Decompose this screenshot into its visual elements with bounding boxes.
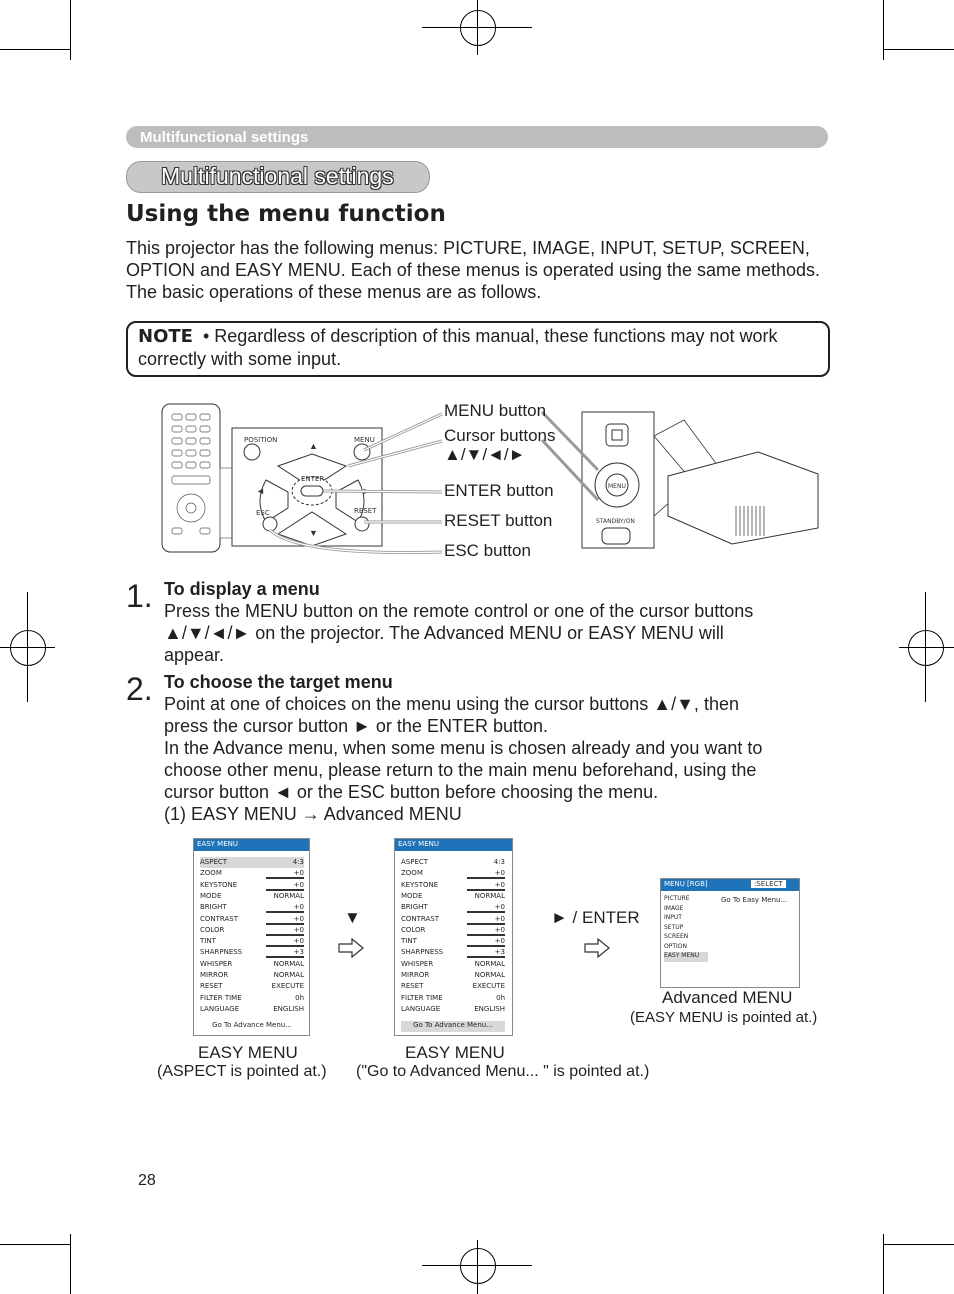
crop-mark — [883, 1234, 884, 1294]
easy-menu-row-value: +0 — [494, 925, 505, 934]
svg-text:▲: ▲ — [309, 441, 318, 451]
easy-menu-row-label: CONTRAST — [401, 914, 439, 923]
svg-text:►: ► — [362, 486, 371, 496]
easy-menu-row-label: ZOOM — [401, 869, 423, 878]
step-2-line: Point at one of choices on the menu using the cursor buttons ▲/▼, then — [164, 694, 739, 714]
easy-menu-row — [401, 880, 505, 891]
caption-easy-menu-2-note: ("Go to Advanced Menu... " is pointed at.) — [356, 1063, 650, 1080]
easy-menu-row — [200, 981, 304, 992]
easy-menu-row — [401, 902, 505, 913]
advanced-menu-item: OPTION — [664, 942, 687, 950]
crop-mark — [0, 1244, 70, 1245]
easy-menu-row — [401, 868, 505, 879]
projector-menu-label: MENU — [608, 483, 626, 490]
advanced-menu-list — [664, 895, 708, 962]
step-1-title: To display a menu — [164, 579, 320, 599]
easy-menu-row-label: MIRROR — [401, 971, 430, 979]
easy-menu-screenshot — [193, 838, 310, 1036]
go-to-advance-menu: Go To Advance Menu... — [401, 1021, 505, 1032]
easy-menu-row-label: ASPECT — [401, 858, 429, 866]
easy-menu-row-value: 0h — [496, 993, 505, 1002]
easy-menu-row-label: COLOR — [401, 925, 426, 934]
advanced-menu-item: PICTURE — [664, 895, 690, 902]
reset-key-label: RESET — [354, 507, 377, 515]
easy-menu-row — [401, 1004, 505, 1015]
easy-menu-row-value: NORMAL — [273, 971, 304, 979]
section-header-bar — [126, 126, 828, 148]
section-header-label: Multifunctional settings — [140, 129, 309, 146]
cursor-arrows-callout: ▲/▼/◄/► — [444, 445, 526, 464]
caption-advanced-menu: Advanced MENU — [662, 988, 793, 1007]
easy-menu-row-label: LANGUAGE — [401, 1004, 441, 1013]
esc-key-label: ESC — [256, 509, 270, 517]
step-1-line: ▲/▼/◄/► on the projector. The Advanced MENU or EASY MENU will — [164, 623, 724, 643]
crop-mark — [422, 1265, 532, 1266]
easy-menu-row-label: FILTER TIME — [401, 993, 443, 1002]
easy-menu-row-label: KEYSTONE — [401, 880, 439, 889]
next-arrow-icon — [584, 938, 610, 958]
select-hint: :SELECT — [751, 880, 786, 888]
easy-menu-row — [200, 902, 304, 913]
easy-menu-row — [200, 857, 304, 868]
easy-menu-row-value: NORMAL — [273, 959, 304, 968]
easy-menu-row-label: WHISPER — [200, 959, 233, 968]
easy-menu-row-value: ENGLISH — [474, 1004, 505, 1013]
step-2-line: press the cursor button ► or the ENTER button. — [164, 716, 548, 736]
easy-menu-row — [200, 1004, 304, 1015]
easy-menu-row-label: ASPECT — [200, 858, 228, 866]
easy-menu-row-value: +3 — [494, 948, 505, 957]
note-box — [126, 321, 830, 377]
advanced-menu-item: INPUT — [664, 914, 682, 921]
easy-menu-row — [401, 857, 505, 868]
easy-menu-row-value: EXECUTE — [472, 982, 505, 991]
easy-menu-row — [401, 993, 505, 1004]
crop-mark — [27, 592, 28, 702]
crop-mark — [883, 0, 884, 60]
page-number: 28 — [138, 1172, 156, 1189]
easy-menu-row-value: +0 — [293, 880, 304, 889]
easy-menu-row — [401, 891, 505, 902]
advanced-menu-item: SCREEN — [664, 933, 689, 940]
step-1-line: appear. — [164, 645, 225, 665]
menu-button-callout: MENU button — [444, 401, 547, 420]
easy-menu-row-label: RESET — [401, 982, 424, 991]
crop-mark — [883, 49, 954, 50]
easy-menu-row-value: NORMAL — [474, 971, 505, 979]
page-heading: Using the menu function — [126, 201, 446, 227]
right-enter-label: ► / ENTER — [551, 908, 640, 927]
step-2-number: 2. — [126, 671, 153, 707]
crop-mark — [883, 1244, 954, 1245]
crop-mark — [477, 1240, 478, 1294]
easy-menu-row-value: 0h — [295, 993, 304, 1002]
easy-menu-row-label: MIRROR — [200, 971, 229, 979]
easy-menu-row — [401, 947, 505, 958]
position-key-label: POSITION — [244, 436, 278, 444]
easy-menu-row-value: +0 — [293, 925, 304, 934]
easy-menu-row-label: BRIGHT — [200, 903, 227, 912]
easy-menu-row-value: +0 — [293, 869, 304, 878]
easy-menu-row-value: +0 — [494, 903, 505, 912]
crop-mark — [422, 27, 532, 28]
easy-menu-row-value: +0 — [494, 869, 505, 878]
step-2-line: In the Advance menu, when some menu is chosen already and you want to — [164, 738, 763, 758]
step-2-line: choose other menu, please return to the main menu beforehand, using the — [164, 760, 757, 780]
easy-menu-title: EASY MENU — [194, 839, 309, 851]
easy-menu-row — [200, 880, 304, 891]
easy-menu-row-label: ZOOM — [200, 869, 222, 878]
enter-key-label: ENTER — [301, 475, 325, 483]
easy-menu-row — [200, 891, 304, 902]
easy-menu-row-value: EXECUTE — [271, 982, 304, 991]
easy-menu-row-label: SHARPNESS — [200, 948, 243, 957]
enter-button-callout: ENTER button — [444, 481, 554, 500]
step-2-line: (1) EASY MENU → Advanced MENU — [164, 804, 462, 824]
easy-menu-row — [200, 947, 304, 958]
easy-menu-row-label: CONTRAST — [200, 914, 238, 923]
step-2-line: cursor button ◄ or the ESC button before choosing the menu. — [164, 782, 659, 802]
crop-mark — [899, 647, 954, 648]
advanced-menu-screenshot — [660, 878, 800, 988]
easy-menu-screenshot — [394, 838, 513, 1036]
advanced-menu-header — [661, 879, 799, 891]
easy-menu-row-label: TINT — [200, 937, 216, 946]
step-1-number: 1. — [126, 578, 153, 614]
advanced-menu-item: IMAGE — [664, 904, 684, 912]
go-to-advance-menu: Go To Advance Menu... — [212, 1021, 292, 1029]
easy-menu-row — [401, 914, 505, 925]
easy-menu-row-label: MODE — [401, 891, 423, 900]
easy-menu-row-value: +0 — [494, 880, 505, 889]
easy-menu-row — [401, 981, 505, 992]
registration-mark — [460, 1248, 496, 1284]
easy-menu-row — [200, 925, 304, 936]
easy-menu-row-label: BRIGHT — [401, 903, 428, 912]
section-title: Multifunctional settings — [161, 163, 394, 189]
crop-mark — [925, 592, 926, 702]
go-to-easy-menu: Go To Easy Menu... — [721, 896, 788, 904]
easy-menu-row — [200, 970, 304, 981]
easy-menu-row — [401, 970, 505, 981]
svg-text:▼: ▼ — [309, 528, 318, 538]
easy-menu-row-label: TINT — [401, 937, 417, 946]
easy-menu-row-label: WHISPER — [401, 959, 434, 968]
note-tag: NOTE — [138, 326, 193, 347]
easy-menu-title: EASY MENU — [395, 839, 512, 851]
esc-button-callout: ESC button — [444, 541, 531, 560]
caption-advanced-menu-note: (EASY MENU is pointed at.) — [630, 1009, 818, 1026]
easy-menu-row-value: 4:3 — [493, 858, 505, 866]
caption-easy-menu-1: EASY MENU — [198, 1043, 298, 1062]
standby-label: STANDBY/ON — [596, 518, 635, 525]
easy-menu-row-value: NORMAL — [273, 891, 304, 900]
step-1 — [164, 578, 753, 666]
reset-button-callout: RESET button — [444, 511, 553, 530]
intro-paragraph: This projector has the following menus: PICTURE, IMAGE, INPUT, SETUP, SCREEN, OPTION and EASY MENU. Each of these menus is operated using the same methods. The basic operations of these menus are as follows. — [126, 238, 821, 302]
easy-menu-row — [200, 993, 304, 1004]
easy-menu-row-label: KEYSTONE — [200, 880, 238, 889]
easy-menu-row — [200, 959, 304, 970]
easy-menu-row-label: RESET — [200, 982, 223, 991]
registration-mark — [908, 630, 944, 666]
crop-mark — [70, 0, 71, 60]
easy-menu-row — [200, 936, 304, 947]
cursor-buttons-callout: Cursor buttons — [444, 426, 556, 445]
down-arrow-label: ▼ — [344, 908, 361, 927]
registration-mark — [460, 10, 496, 46]
easy-menu-row-value: 4:3 — [292, 858, 304, 866]
easy-menu-row-value: NORMAL — [474, 891, 505, 900]
step-1-line: Press the MENU button on the remote control or one of the cursor buttons — [164, 601, 754, 621]
easy-menu-row-value: +0 — [494, 914, 505, 923]
easy-menu-row — [401, 925, 505, 936]
note-text: • Regardless of description of this manual, these functions may not work correctly with some input. — [138, 326, 778, 369]
easy-menu-row — [401, 959, 505, 970]
step-2-title: To choose the target menu — [164, 672, 393, 692]
easy-menu-row-label: LANGUAGE — [200, 1004, 240, 1013]
easy-menu-row — [200, 914, 304, 925]
crop-mark — [70, 1234, 71, 1294]
easy-menu-row-label: FILTER TIME — [200, 993, 242, 1002]
easy-menu-row-value: +0 — [293, 937, 304, 946]
advanced-menu-item: SETUP — [664, 923, 684, 931]
svg-text:◄: ◄ — [256, 486, 265, 496]
easy-menu-row-value: ENGLISH — [273, 1004, 304, 1013]
advanced-menu-title: MENU [RGB] — [664, 880, 708, 888]
registration-mark — [10, 630, 46, 666]
easy-menu-row-value: +0 — [293, 903, 304, 912]
crop-mark — [0, 49, 70, 50]
step-2 — [164, 671, 762, 825]
advanced-menu-item: EASY MENU — [664, 952, 708, 962]
next-arrow-icon — [338, 938, 364, 958]
easy-menu-row-label: SHARPNESS — [401, 948, 444, 957]
section-title-pill — [126, 161, 430, 193]
easy-menu-row — [200, 868, 304, 879]
easy-menu-row-label: COLOR — [200, 925, 225, 934]
easy-menu-row-value: +0 — [494, 937, 505, 946]
easy-menu-row-value: +3 — [293, 948, 304, 957]
menu-key-label: MENU — [354, 436, 375, 444]
caption-easy-menu-1-note: (ASPECT is pointed at.) — [157, 1063, 327, 1080]
easy-menu-row-label: MODE — [200, 891, 222, 900]
easy-menu-row-value: NORMAL — [474, 959, 505, 968]
caption-easy-menu-2: EASY MENU — [405, 1043, 505, 1062]
easy-menu-row — [401, 936, 505, 947]
easy-menu-row-value: +0 — [293, 914, 304, 923]
